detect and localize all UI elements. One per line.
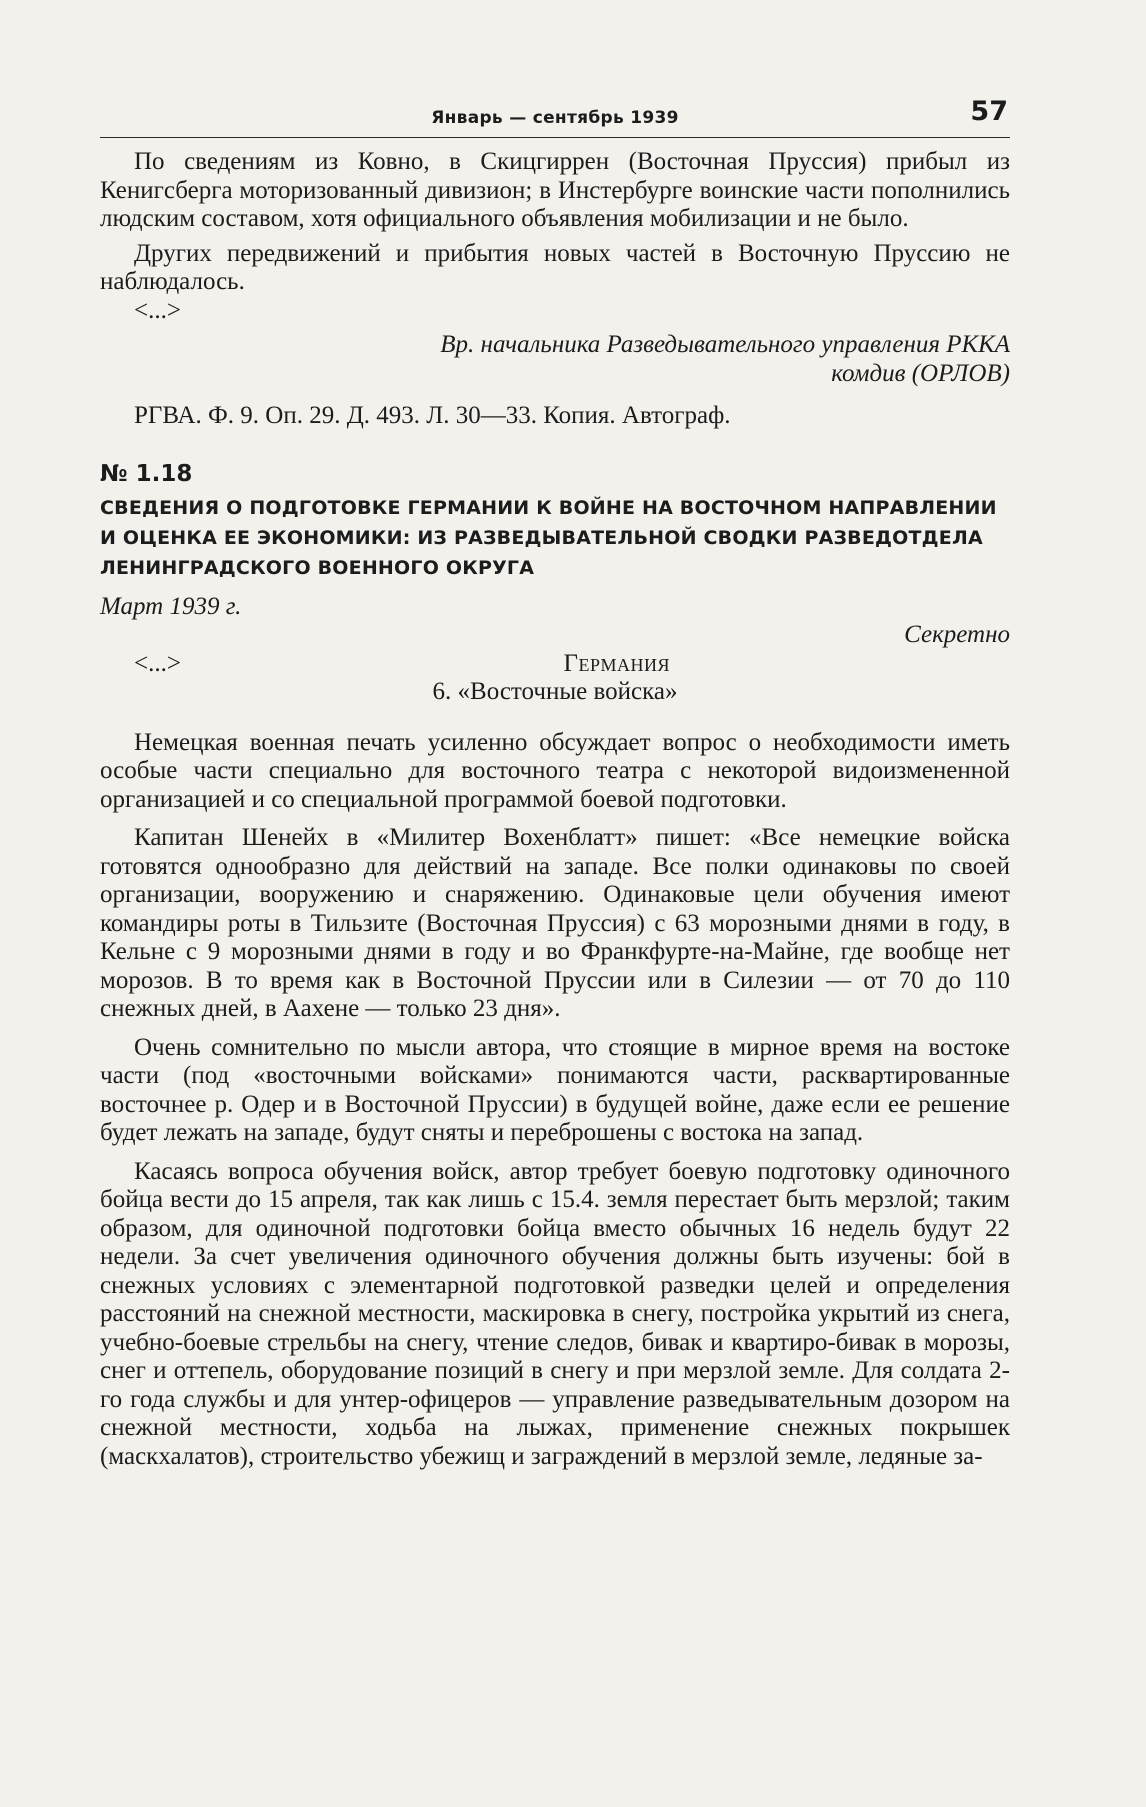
body-paragraph: Капитан Шенейх в «Милитер Вохенблатт» пишет: «Все немецкие войска готовятся однообразно для действий на западе. Все полки одинаковы по своей организации, вооружению и снаряжению. Одинаковые цели обучения имеют командиры роты в Тильзите (Восточная Пруссия) с 63 морозными днями в году, в Кельне с 9 морозными днями в году и во Франкфурте-на-Майне, где вообще нет морозов. В то время как в Восточной Пруссии или в Силезии — от 70 до 110 снежных дней, в Аахене — только 23 дня». <box>100 824 1010 1022</box>
section-omission: <...> <box>134 649 181 677</box>
paragraph-kovno: По сведениям из Ковно, в Скицгиррен (Восточная Пруссия) прибыл из Кенигсберга моторизованный дивизион; в Инстербурге воинские части пополнились людским составом, хотя официального объявления мобилизации и не было. <box>100 148 1010 232</box>
paragraph-no-movements: Других передвижений и прибытия новых частей в Восточную Пруссию не наблюдалось. <box>100 239 1010 295</box>
document-classification: Секретно <box>904 621 1010 648</box>
document-title: СВЕДЕНИЯ О ПОДГОТОВКЕ ГЕРМАНИИ К ВОЙНЕ НА ВОСТОЧНОМ НАПРАВЛЕНИИ И ОЦЕНКА ЕЕ ЭКОНОМИКИ: ИЗ РАЗВЕДЫВАТЕЛЬНОЙ СВОДКИ РАЗВЕДОТДЕЛА ЛЕНИНГРАДСКОГО ВОЕННОГО ОКРУГА <box>100 496 997 579</box>
signature-name: комдив (ОРЛОВ) <box>831 359 1010 387</box>
running-header-title: Январь — сентябрь 1939 <box>431 108 679 128</box>
header-rule <box>100 137 1010 138</box>
omission-marker: <...> <box>134 296 181 324</box>
page-number: 57 <box>970 96 1008 127</box>
document-number: № 1.18 <box>100 460 193 487</box>
document-date: Март 1939 г. <box>100 592 242 620</box>
subsection-heading: 6. «Восточные войска» <box>432 678 678 705</box>
body-paragraph: Касаясь вопроса обучения войск, автор требует боевую подготовку одиночного бойца вести до 15 апреля, так как лишь с 15.4. земля перестает быть мерзлой; таким образом, для одиночной подготовки бойца вместо обычных 16 недель будут 22 недели. За счет увеличения одиночного обучения должны быть изучены: бой в снежных условиях с элементарной подготовкой разведки целей и определения расстояний на снежной местности, маскировка в снегу, постройка укрытий из снега, учебно-боевые стрельбы на снегу, чтение следов, бивак и квартиро-бивак в морозы, снег и оттепель, оборудование позиций в снегу и при мерзлой земле. Для солдата 2-го года службы и для унтер-офицеров — управление разведывательным дозором на снежной местности, ходьба на лыжах, применение снежных покрышек (маскхалатов), строительство убежищ и заграждений в мерзлой земле, ледяные за- <box>100 1157 1010 1470</box>
page-content <box>100 148 1010 1471</box>
body-paragraph: Очень сомнительно по мысли автора, что стоящие в мирное время на востоке части (под «восточными войсками» понимаются части, расквартированные восточнее р. Одер и в Восточной Пруссии) в будущей войне, даже если ее решение будет лежать на западе, будут сняты и переброшены с востока на запад. <box>100 1033 1010 1146</box>
running-header <box>100 0 1010 138</box>
archive-reference: РГВА. Ф. 9. Оп. 29. Д. 493. Л. 30—33. Копия. Автограф. <box>134 402 731 429</box>
signature-position: Вр. начальника Разведывательного управления РККА <box>440 331 1010 358</box>
section-heading: Германия <box>563 649 670 677</box>
section-row <box>100 650 1010 679</box>
body-paragraph: Немецкая военная печать усиленно обсуждает вопрос о необходимости иметь особые части специально для восточного театра с некоторой видоизмененной организацией и со специальной программой боевой подготовки. <box>100 728 1010 813</box>
